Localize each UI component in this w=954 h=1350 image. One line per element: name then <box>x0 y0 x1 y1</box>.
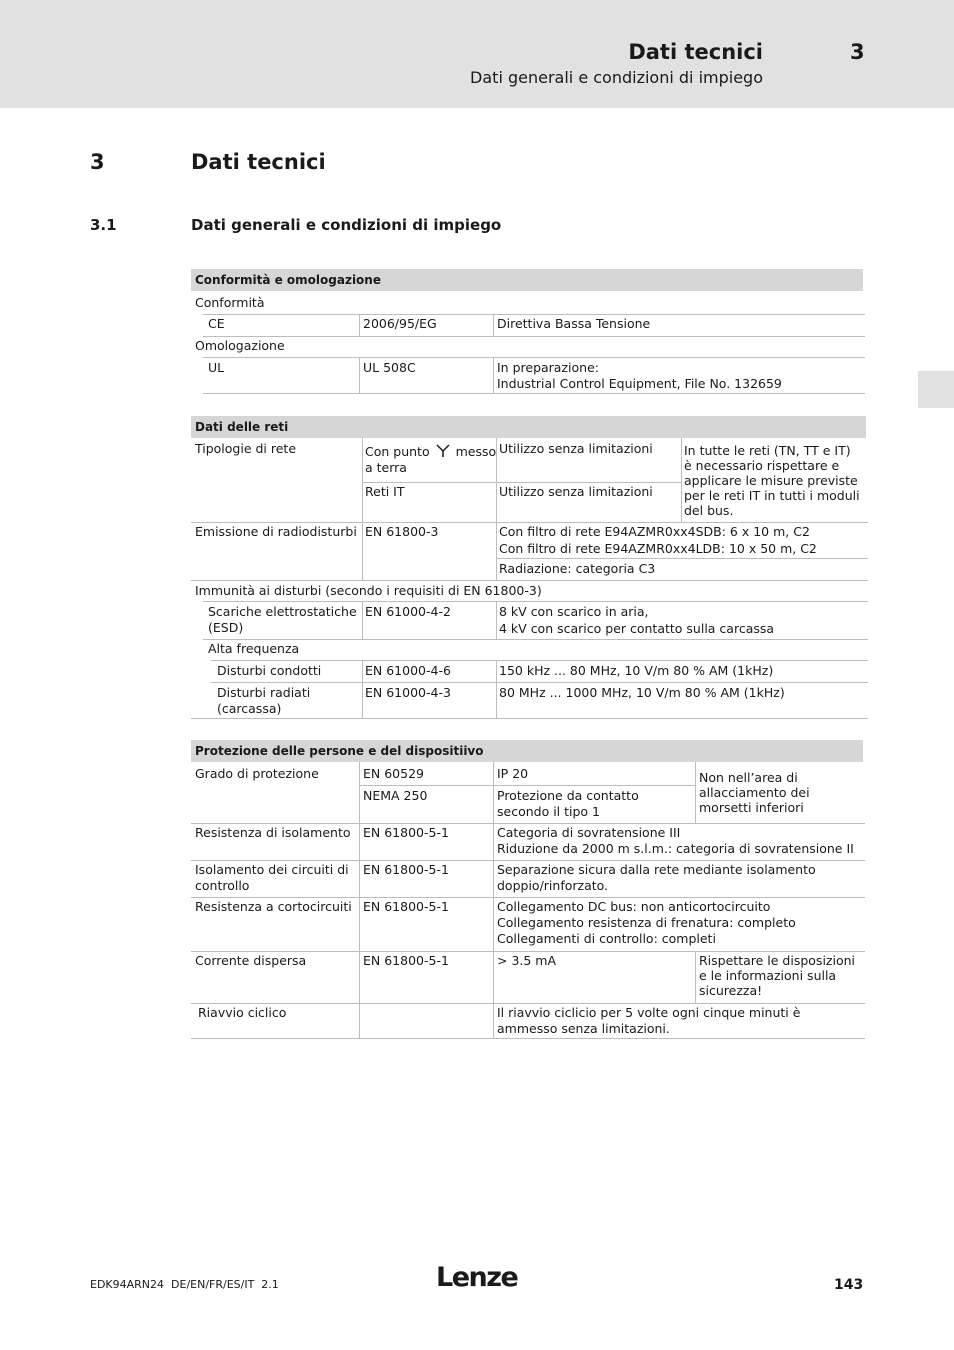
control-isolation-standard: EN 61800-5-1 <box>363 862 449 877</box>
col-divider <box>493 823 494 860</box>
emission-line1: Con filtro di rete E94AZMR0xx4SDB: 6 x 10 m, C2 <box>499 524 810 539</box>
row-divider <box>203 314 865 315</box>
row-divider <box>203 639 868 640</box>
col-divider <box>695 951 696 1003</box>
conducted-standard: EN 61000-4-6 <box>365 663 451 678</box>
grounded-text-after-2: a terra <box>365 460 407 475</box>
emission-standard: EN 61800-3 <box>365 524 439 539</box>
row-divider <box>191 860 865 861</box>
it-network-note: In tutte le reti (TN, TT e IT) è necessario rispettare e applicare le misure previste per le reti IT in tutti i moduli del bus. <box>684 443 860 518</box>
control-isolation-label: Isolamento dei circuiti di controllo <box>195 862 349 893</box>
col-divider <box>681 438 682 522</box>
header-title: Dati tecnici <box>628 40 763 64</box>
esd-line2: 4 kV con scarico per contatto sulla carcassa <box>499 621 775 636</box>
radiated-label: Disturbi radiati (carcassa) <box>217 685 311 716</box>
col-divider <box>496 682 497 718</box>
isolation-label: Resistenza di isolamento <box>195 825 351 840</box>
col-divider <box>359 1003 360 1038</box>
ce-label: CE <box>208 316 225 331</box>
esd-line1: 8 kV con scarico in aria, <box>499 604 649 619</box>
radiated-value: 80 MHz ... 1000 MHz, 10 V/m 80 % AM (1kHz) <box>499 685 785 700</box>
col-divider <box>493 897 494 951</box>
restart-value: Il riavvio ciclicio per 5 volte ogni cinque minuti è ammesso senza limitazioni. <box>497 1005 801 1036</box>
short-circuit-line3: Collegamenti di controllo: completi <box>497 931 716 946</box>
emission-line2: Con filtro di rete E94AZMR0xx4LDB: 10 x 50 m, C2 <box>499 541 817 556</box>
col-divider <box>362 660 363 682</box>
conducted-label: Disturbi condotti <box>217 663 322 678</box>
col-divider <box>493 951 494 1003</box>
page-number: 143 <box>834 1277 864 1293</box>
conducted-value: 150 kHz ... 80 MHz, 10 V/m 80 % AM (1kHz) <box>499 663 774 678</box>
row-divider <box>191 823 865 824</box>
table-bottom-rule <box>191 1038 865 1039</box>
table-bottom-rule <box>191 718 868 719</box>
table-bottom-rule <box>203 393 865 394</box>
emission-line3: Radiazione: categoria C3 <box>499 561 656 576</box>
col-divider <box>359 860 360 897</box>
row-divider <box>496 558 868 559</box>
grado-label: Grado di protezione <box>195 766 319 781</box>
ul-description-line1: In preparazione: <box>497 360 599 375</box>
grado-value-1: IP 20 <box>497 766 529 781</box>
conformity-table <box>191 269 865 395</box>
col-divider <box>695 762 696 823</box>
short-circuit-label: Resistenza a cortocircuiti <box>195 899 352 914</box>
emission-label: Emissione di radiodisturbi <box>195 524 357 539</box>
row-divider <box>362 482 681 483</box>
esd-label: Scariche elettrostatiche (ESD) <box>208 604 357 635</box>
col-divider <box>496 522 497 580</box>
grounded-text-after-1: messo <box>455 444 497 459</box>
header-subtitle: Dati generali e condizioni di impiego <box>470 68 763 87</box>
col-divider <box>496 438 497 522</box>
col-divider <box>359 314 360 336</box>
leakage-current-label: Corrente dispersa <box>195 953 307 968</box>
grounded-usage: Utilizzo senza limitazioni <box>499 441 653 456</box>
row-divider <box>211 682 868 683</box>
network-table <box>191 416 868 720</box>
row-divider <box>191 580 868 581</box>
short-circuit-standard: EN 61800-5-1 <box>363 899 449 914</box>
immunity-label: Immunità ai disturbi (secondo i requisiti di EN 61800-3) <box>195 583 542 598</box>
hf-label: Alta frequenza <box>208 641 300 656</box>
row-divider <box>203 357 865 358</box>
col-divider <box>359 823 360 860</box>
radiated-standard: EN 61000-4-3 <box>365 685 451 700</box>
section-number: 3 <box>90 150 105 174</box>
row-divider <box>191 1003 865 1004</box>
esd-standard: EN 61000-4-2 <box>365 604 451 619</box>
col-divider <box>493 762 494 823</box>
grounded-network-label <box>365 444 496 460</box>
col-divider <box>493 314 494 336</box>
subsection-number: 3.1 <box>90 216 117 234</box>
isolation-standard: EN 61800-5-1 <box>363 825 449 840</box>
header-chapter-number: 3 <box>850 40 865 64</box>
col-divider <box>493 357 494 393</box>
grounded-text-before: Con punto <box>365 444 430 459</box>
ul-description-line2: Industrial Control Equipment, File No. 132659 <box>497 376 782 391</box>
col-divider <box>359 357 360 393</box>
col-divider <box>493 1003 494 1038</box>
row-divider <box>359 785 695 786</box>
col-divider <box>362 601 363 639</box>
grado-standard-1: EN 60529 <box>363 766 424 781</box>
document-id: EDK94ARN24 DE/EN/FR/ES/IT 2.1 <box>90 1278 279 1291</box>
col-divider <box>493 860 494 897</box>
row-divider <box>203 336 865 337</box>
leakage-current-note: Rispettare le disposizioni e le informazioni sulla sicurezza! <box>699 953 855 998</box>
ce-description: Direttiva Bassa Tensione <box>497 316 651 331</box>
short-circuit-line1: Collegamento DC bus: non anticortocircuito <box>497 899 771 914</box>
col-divider <box>362 438 363 522</box>
ul-label: UL <box>208 360 225 375</box>
grado-standard-2: NEMA 250 <box>363 788 428 803</box>
restart-label: Riavvio ciclico <box>198 1005 287 1020</box>
conformita-label: Conformità <box>195 295 265 310</box>
isolation-line2: Riduzione da 2000 m s.l.m.: categoria di sovratensione II <box>497 841 854 856</box>
network-heading: Dati delle reti <box>191 416 866 438</box>
it-network-usage: Utilizzo senza limitazioni <box>499 484 653 499</box>
col-divider <box>496 601 497 639</box>
star-point-icon <box>436 444 450 458</box>
omologazione-label: Omologazione <box>195 338 285 353</box>
protection-heading: Protezione delle persone e del dispositiivo <box>191 740 863 762</box>
grado-value-2: Protezione da contatto secondo il tipo 1 <box>497 788 639 819</box>
chapter-tab-marker <box>918 371 954 408</box>
leakage-current-standard: EN 61800-5-1 <box>363 953 449 968</box>
ce-standard: 2006/95/EG <box>363 316 437 331</box>
ul-standard: UL 508C <box>363 360 416 375</box>
leakage-current-value: > 3.5 mA <box>497 953 557 968</box>
short-circuit-line2: Collegamento resistenza di frenatura: completo <box>497 915 796 930</box>
lenze-logo: Lenze <box>436 1262 518 1293</box>
subsection-title: Dati generali e condizioni di impiego <box>191 216 502 234</box>
tipologie-label: Tipologie di rete <box>195 441 297 456</box>
col-divider <box>496 660 497 682</box>
conformity-heading: Conformità e omologazione <box>191 269 863 291</box>
col-divider <box>362 522 363 580</box>
row-divider <box>191 951 865 952</box>
row-divider <box>211 660 868 661</box>
row-divider <box>191 522 868 523</box>
control-isolation-value: Separazione sicura dalla rete mediante isolamento doppio/rinforzato. <box>497 862 816 893</box>
row-divider <box>203 601 868 602</box>
row-divider <box>191 897 865 898</box>
col-divider <box>359 762 360 823</box>
it-network-label: Reti IT <box>365 484 405 499</box>
header-band <box>0 0 954 108</box>
protection-table <box>191 740 865 1040</box>
isolation-line1: Categoria di sovratensione III <box>497 825 681 840</box>
section-title: Dati tecnici <box>191 150 326 174</box>
grado-note: Non nell’area di allacciamento dei morsetti inferiori <box>699 770 810 815</box>
col-divider <box>362 682 363 718</box>
col-divider <box>359 897 360 951</box>
col-divider <box>359 951 360 1003</box>
